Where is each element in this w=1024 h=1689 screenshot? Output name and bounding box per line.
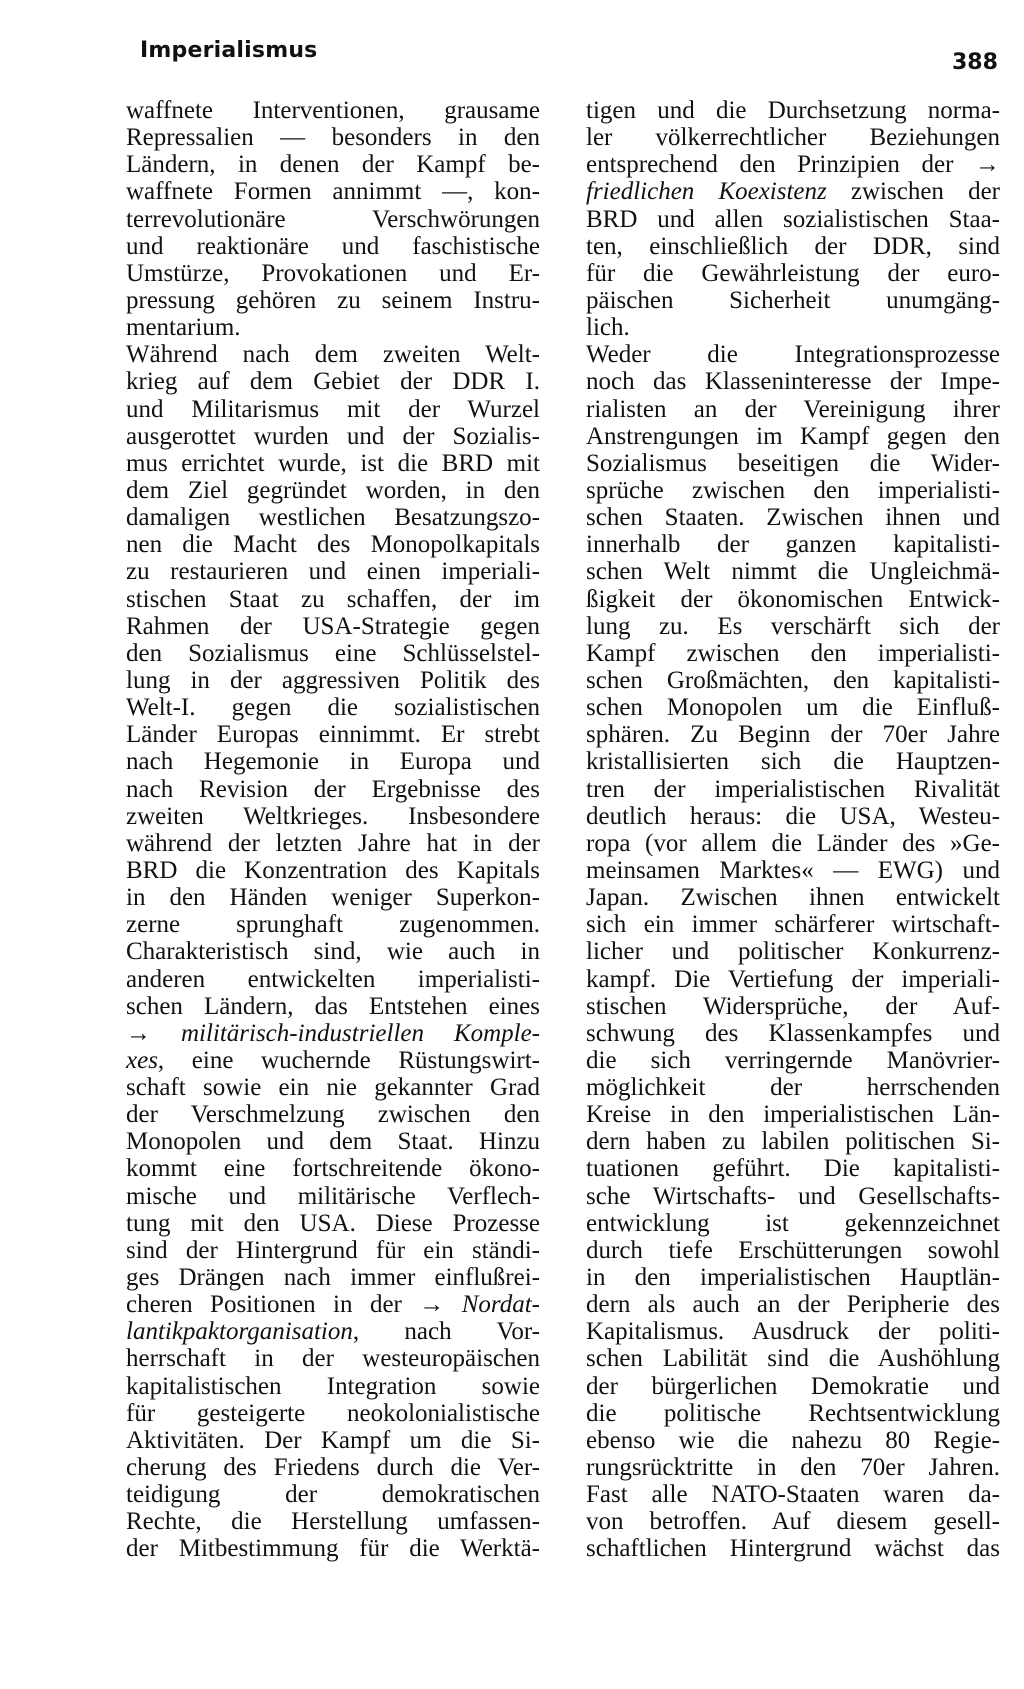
text-run: dem Ziel gegründet worden, in den [126,476,540,504]
text-line [126,1047,540,1074]
text-line [126,938,540,965]
text-line [126,314,540,341]
italic-term: xes [126,1046,158,1074]
text-line [586,1427,1000,1454]
text-run: mische und militärische Verflech- [126,1182,540,1210]
text-line [126,884,540,911]
text-run: nach Hegemonie in Europa und [126,748,540,776]
text-line [126,667,540,694]
text-run: und Militarismus mit der Wurzel [126,395,540,423]
text-line [586,1074,1000,1101]
text-run: mentarium. [126,314,241,342]
text-line [126,1237,540,1264]
text-run: Fast alle NATO-Staaten waren da- [586,1481,1000,1509]
text-line [586,884,1000,911]
text-line [586,776,1000,803]
text-run: Sozialismus beseitigen die Wider- [586,449,1000,477]
text-run: ausgerottet wurden und der Sozialis- [126,422,540,450]
text-run: schaftlichen Hintergrund wächst das [586,1535,1000,1563]
text-run: Weder die Integrationsprozesse [586,341,1000,369]
text-run: pressung gehören zu seinem Instru- [126,286,540,314]
text-line [586,694,1000,721]
text-run: meinsamen Marktes« — EWG) und [586,856,1000,884]
text-line [586,178,1000,205]
text-run: tuationen geführt. Die kapitalisti- [586,1155,1000,1183]
text-line [126,748,540,775]
text-run: stischen Staat zu schaffen, der im [126,585,540,613]
text-line [586,857,1000,884]
text-run: Ländern, in denen der Kampf be- [126,151,540,179]
text-run: damaligen westlichen Besatzungszo- [126,504,540,532]
italic-term: friedlichen Koexistenz [586,178,827,206]
text-run: mus errichtet wurde, ist die BRD mit [126,449,540,477]
text-run: innerhalb der ganzen kapitalisti- [586,531,1000,559]
text-line [586,450,1000,477]
text-line [586,314,1000,341]
text-line [586,1400,1000,1427]
text-run: zerne sprunghaft zugenommen. [126,911,540,939]
text-run: Kampf zwischen den imperialisti- [586,639,1000,667]
text-line [586,260,1000,287]
text-run: Anstrengungen im Kampf gegen den [586,422,1000,450]
text-run: ges Drängen nach immer einflußrei- [126,1264,540,1292]
text-run: Repressalien — besonders in den [126,124,540,152]
text-run: noch das Klasseninteresse der Impe- [586,368,1000,396]
text-line [126,1508,540,1535]
text-line [126,694,540,721]
text-run: sich ein immer schärferer wirtschaft- [586,911,1000,939]
text-run: dern haben zu labilen politischen Si- [586,1128,1000,1156]
text-line [586,721,1000,748]
text-line [586,748,1000,775]
text-line [586,586,1000,613]
text-run: schen Ländern, das Entstehen eines [126,992,540,1020]
text-line [126,1264,540,1291]
text-run: kristallisierten sich die Hauptzen- [586,748,1000,776]
text-run: anderen entwickelten imperialisti- [126,965,540,993]
text-run: während der letzten Jahre hat in der [126,829,540,857]
text-line [126,396,540,423]
text-column-left [126,97,540,1563]
text-line [586,1535,1000,1562]
text-run: nen die Macht des Monopolkapitals [126,531,540,559]
italic-term: Nordat- [461,1291,540,1319]
running-head: Imperialismus [140,38,318,63]
text-run: lung zu. Es verschärft sich der [586,612,1000,640]
text-line [126,233,540,260]
text-line [586,1291,1000,1318]
text-run: cheren Positionen in der → [126,1291,462,1319]
text-run: waffnete Interventionen, grausame [126,97,540,124]
text-line [586,911,1000,938]
text-run: , eine wuchernde Rüstungswirt- [157,1046,540,1074]
text-run: Welt-I. gegen die sozialistischen [126,694,540,722]
text-run: ten, einschließlich der DDR, sind [586,232,1000,260]
text-line [126,776,540,803]
text-line [586,966,1000,993]
text-line [126,1183,540,1210]
italic-term: lantikpaktorganisation [126,1318,353,1346]
text-run: schaft sowie ein nie gekannter Grad [126,1074,540,1102]
text-line [586,477,1000,504]
text-line [586,1183,1000,1210]
text-line [586,993,1000,1020]
text-run: lich. [586,314,630,342]
text-run: ebenso wie die nahezu 80 Regie- [586,1426,1000,1454]
text-run: → [126,1019,181,1047]
text-line [126,1427,540,1454]
text-line [126,124,540,151]
text-run: waffnete Formen annimmt —, kon- [126,178,540,206]
text-line [126,1074,540,1101]
text-run: sind der Hintergrund für ein ständi- [126,1236,540,1264]
text-line [126,477,540,504]
text-line [586,368,1000,395]
text-run: entsprechend den Prinzipien der → [586,151,1000,179]
text-run: die politische Rechtsentwicklung [586,1399,1000,1427]
text-run: schen Labilität sind die Aushöhlung [586,1345,1000,1373]
text-line [586,1210,1000,1237]
text-line [126,97,540,124]
text-line [126,206,540,233]
text-run: terrevolutionäre Verschwörungen [126,205,540,233]
text-run: in den imperialistischen Hauptlän- [586,1264,1000,1292]
text-run: krieg auf dem Gebiet der DDR I. [126,368,540,396]
text-run: stischen Widersprüche, der Auf- [586,992,1000,1020]
text-line [586,1454,1000,1481]
italic-term: militärisch-industriellen Komple- [180,1019,541,1047]
text-line [126,911,540,938]
text-line [586,1345,1000,1372]
text-run: Umstürze, Provokationen und Er- [126,259,540,287]
text-line [126,1400,540,1427]
text-line [126,504,540,531]
text-line [126,721,540,748]
text-line [586,423,1000,450]
text-run: schen Monopolen um die Einfluß- [586,694,1000,722]
text-line [126,531,540,558]
text-run: Japan. Zwischen ihnen entwickelt [586,884,1000,912]
text-line [586,97,1000,124]
text-line [126,640,540,667]
text-run: sche Wirtschafts- und Gesellschafts- [586,1182,1000,1210]
text-line [126,1373,540,1400]
text-line [126,368,540,395]
text-line [586,1020,1000,1047]
text-run: sprüche zwischen den imperialisti- [586,476,1000,504]
text-run: den Sozialismus eine Schlüsselstel- [126,639,540,667]
text-run: dern als auch an der Peripherie des [586,1291,1000,1319]
text-line [126,1155,540,1182]
text-line [586,1264,1000,1291]
text-line [126,450,540,477]
text-line [126,423,540,450]
text-line [126,1020,540,1047]
text-run: von betroffen. Auf diesem gesell- [586,1508,1000,1536]
text-line [586,1155,1000,1182]
text-line [126,1101,540,1128]
text-run: kampf. Die Vertiefung der imperiali- [586,965,1000,993]
text-line [586,1318,1000,1345]
text-run: kommt eine fortschreitende ökono- [126,1155,540,1183]
text-line [126,1481,540,1508]
text-line [126,857,540,884]
text-line [586,531,1000,558]
text-run: cherung des Friedens durch die Ver- [126,1454,540,1482]
text-line [586,667,1000,694]
text-run: durch tiefe Erschütterungen sowohl [586,1236,1000,1264]
text-line [586,640,1000,667]
text-line [586,1481,1000,1508]
text-line [126,1128,540,1155]
text-line [586,151,1000,178]
text-run: Aktivitäten. Der Kampf um die Si- [126,1426,540,1454]
text-run: in den Händen weniger Superkon- [126,884,540,912]
text-run: tren der imperialistischen Rivalität [586,775,1000,803]
text-line [126,558,540,585]
text-run: BRD und allen sozialistischen Staa- [586,205,1000,233]
text-line [126,1210,540,1237]
text-line [586,1101,1000,1128]
text-run: teidigung der demokratischen [126,1481,540,1509]
text-line [586,287,1000,314]
text-line [586,504,1000,531]
text-line [586,1508,1000,1535]
text-line [126,586,540,613]
text-line [586,558,1000,585]
text-line [126,341,540,368]
text-run: , nach Vor- [352,1318,540,1346]
text-line [126,1291,540,1318]
text-run: der Mitbestimmung für die Werktä- [126,1535,540,1563]
text-line [126,830,540,857]
text-line [586,233,1000,260]
text-run: tung mit den USA. Diese Prozesse [126,1209,540,1237]
text-line [586,206,1000,233]
text-run: päischen Sicherheit unumgäng- [586,286,1000,314]
text-run: Charakteristisch sind, wie auch in [126,938,540,966]
text-line [126,803,540,830]
text-run: rungsrücktritte in den 70er Jahren. [586,1454,1000,1482]
text-line [586,341,1000,368]
text-run: tigen und die Durchsetzung norma- [586,97,1000,124]
text-run: deutlich heraus: die USA, Westeu- [586,802,1000,830]
text-run: und reaktionäre und faschistische [126,232,540,260]
text-run: kapitalistischen Integration sowie [126,1372,540,1400]
text-line [126,1345,540,1372]
text-run: schen Staaten. Zwischen ihnen und [586,504,1000,532]
text-run: herrschaft in der westeuropäischen [126,1345,540,1373]
text-line [586,1047,1000,1074]
text-run: nach Revision der Ergebnisse des [126,775,540,803]
text-line [126,1318,540,1345]
text-line [126,151,540,178]
text-line [126,287,540,314]
text-run: Rahmen der USA-Strategie gegen [126,612,540,640]
text-run: schen Welt nimmt die Ungleichmä- [586,558,1000,586]
text-run: die sich verringernde Manövrier- [586,1046,1000,1074]
text-run: Während nach dem zweiten Welt- [126,341,540,369]
text-run: für die Gewährleistung der euro- [586,259,1000,287]
text-line [586,1128,1000,1155]
text-line [126,260,540,287]
text-run: für gesteigerte neokolonialistische [126,1399,540,1427]
text-run: der bürgerlichen Demokratie und [586,1372,1000,1400]
text-line [586,613,1000,640]
page-number: 388 [952,50,998,75]
text-line [126,1454,540,1481]
text-run: BRD die Konzentration des Kapitals [126,856,540,884]
text-run: zu restaurieren und einen imperiali- [126,558,540,586]
text-line [586,1373,1000,1400]
text-run: schen Großmächten, den kapitalisti- [586,666,1000,694]
text-run: Monopolen und dem Staat. Hinzu [126,1128,540,1156]
text-line [126,178,540,205]
text-run: der Verschmelzung zwischen den [126,1101,540,1129]
text-run: zweiten Weltkrieges. Insbesondere [126,802,540,830]
text-run: ropa (vor allem die Länder des »Ge- [586,829,1000,857]
text-line [586,124,1000,151]
text-column-right [586,97,1000,1563]
text-run: Länder Europas einnimmt. Er strebt [126,721,540,749]
text-line [586,803,1000,830]
text-run: schwung des Klassenkampfes und [586,1019,1000,1047]
text-run: ßigkeit der ökonomischen Entwick- [586,585,1000,613]
text-line [586,396,1000,423]
text-line [126,613,540,640]
text-run: ler völkerrechtlicher Beziehungen [586,124,1000,152]
text-line [586,830,1000,857]
text-run: sphären. Zu Beginn der 70er Jahre [586,721,1000,749]
text-run: entwicklung ist gekennzeichnet [586,1209,1000,1237]
text-run: zwischen der [826,178,1000,206]
text-run: licher und politischer Konkurrenz- [586,938,1000,966]
text-run: Kreise in den imperialistischen Län- [586,1101,1000,1129]
text-run: rialisten an der Vereinigung ihrer [586,395,1000,423]
text-run: lung in der aggressiven Politik des [126,666,540,694]
text-run: möglichkeit der herrschenden [586,1074,1000,1102]
text-line [126,966,540,993]
text-run: Rechte, die Herstellung umfassen- [126,1508,540,1536]
text-line [586,938,1000,965]
text-run: Kapitalismus. Ausdruck der politi- [586,1318,1000,1346]
text-line [586,1237,1000,1264]
text-line [126,1535,540,1562]
text-line [126,993,540,1020]
